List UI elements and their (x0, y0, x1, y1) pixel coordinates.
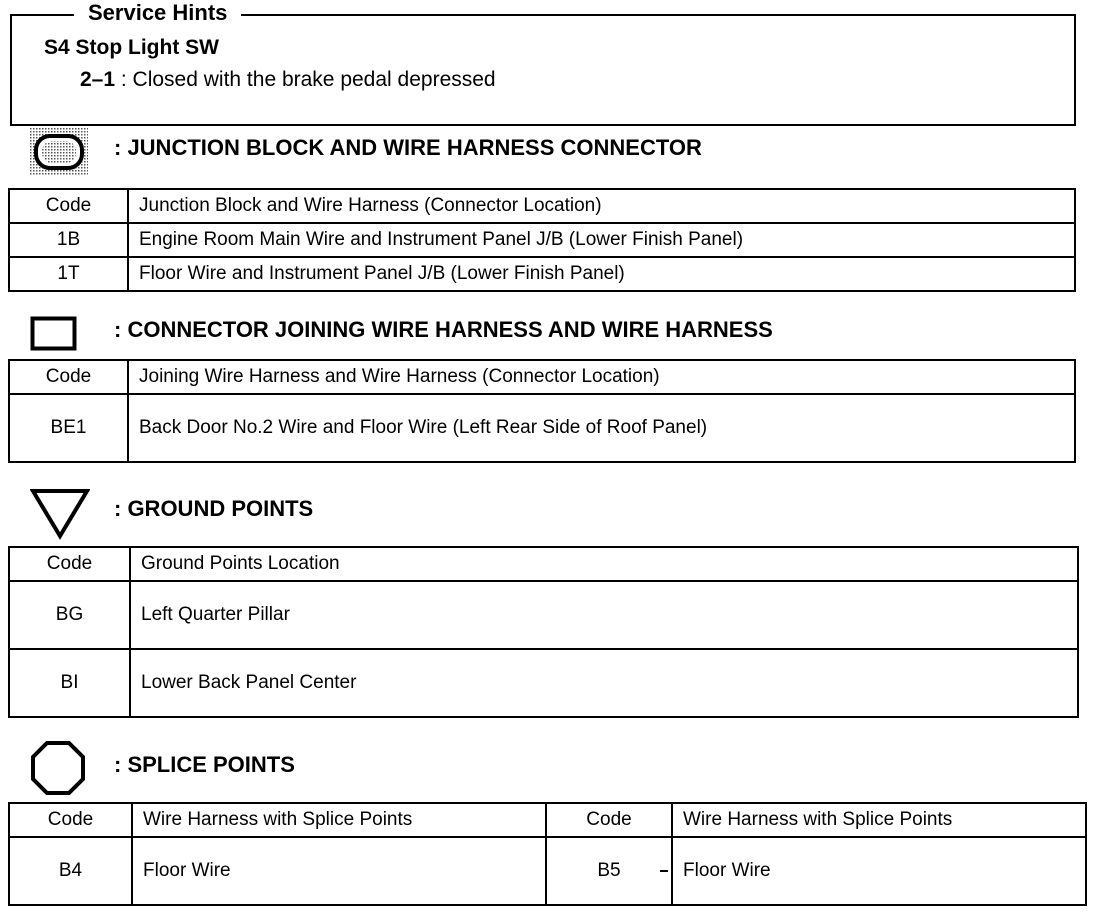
header-desc: Ground Points Location (130, 547, 1078, 581)
service-hints-legend: Service Hints (74, 0, 241, 26)
table-row (9, 581, 1078, 649)
table-header-row (9, 547, 1078, 581)
row-code: BI (9, 649, 130, 717)
row-desc: Floor Wire (672, 837, 1086, 905)
table-header-row (9, 803, 1086, 837)
row-desc: Lower Back Panel Center (130, 649, 1078, 717)
connector-icon (30, 316, 78, 352)
hint-item-detail (80, 68, 496, 92)
header-desc: Joining Wire Harness and Wire Harness (Connector Location) (128, 360, 1075, 394)
header-desc: Wire Harness with Splice Points (132, 803, 546, 837)
connector-heading: : CONNECTOR JOINING WIRE HARNESS AND WIRE HARNESS (114, 317, 773, 342)
splice-dash-mark (660, 870, 668, 872)
header-code: Code (546, 803, 672, 837)
row-code: B5 (546, 837, 672, 905)
ground-triangle-icon (30, 488, 90, 540)
table-header-row (9, 189, 1075, 223)
hint-pins: 2–1 (80, 68, 116, 91)
table-row (9, 837, 1086, 905)
table-row (9, 223, 1075, 257)
connector-table (8, 359, 1076, 463)
table-row (9, 649, 1078, 717)
ground-table (8, 546, 1079, 718)
junction-heading: : JUNCTION BLOCK AND WIRE HARNESS CONNECTOR (114, 135, 702, 160)
row-desc: Floor Wire and Instrument Panel J/B (Lower Finish Panel) (128, 257, 1075, 291)
row-code: B4 (9, 837, 132, 905)
header-code: Code (9, 360, 128, 394)
splice-octagon-icon (30, 740, 86, 796)
header-code: Code (9, 803, 132, 837)
hint-detail-text: : Closed with the brake pedal depressed (115, 68, 496, 91)
row-desc: Floor Wire (132, 837, 546, 905)
splice-table (8, 802, 1087, 906)
row-desc: Engine Room Main Wire and Instrument Panel J/B (Lower Finish Panel) (128, 223, 1075, 257)
header-code: Code (9, 547, 130, 581)
header-desc: Wire Harness with Splice Points (672, 803, 1086, 837)
header-code: Code (9, 189, 128, 223)
row-code: 1T (9, 257, 128, 291)
junction-block-icon (30, 128, 88, 176)
row-desc: Left Quarter Pillar (130, 581, 1078, 649)
splice-heading: : SPLICE POINTS (114, 752, 295, 777)
table-header-row (9, 360, 1075, 394)
row-code: BG (9, 581, 130, 649)
header-desc: Junction Block and Wire Harness (Connector Location) (128, 189, 1075, 223)
junction-table (8, 188, 1076, 292)
row-code: BE1 (9, 394, 128, 462)
row-code: 1B (9, 223, 128, 257)
table-row (9, 394, 1075, 462)
hint-item-title: S4 Stop Light SW (44, 36, 219, 59)
row-desc: Back Door No.2 Wire and Floor Wire (Left Rear Side of Roof Panel) (128, 394, 1075, 462)
ground-heading: : GROUND POINTS (114, 496, 314, 521)
table-row (9, 257, 1075, 291)
